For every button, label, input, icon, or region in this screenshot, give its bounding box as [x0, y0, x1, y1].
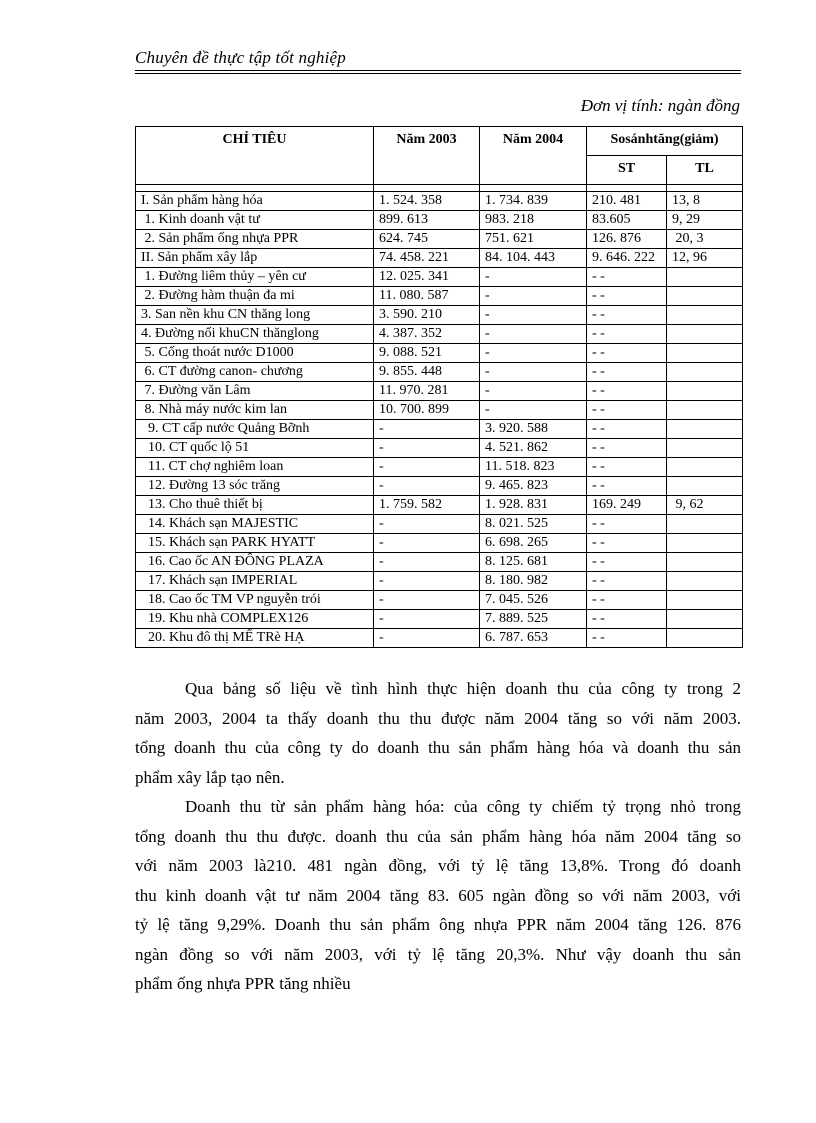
- spacer-row: [136, 185, 743, 192]
- value-st: 126. 876: [587, 230, 667, 249]
- value-2003: -: [374, 420, 480, 439]
- value-2004: 1. 734. 839: [480, 192, 587, 211]
- value-2003: 9. 088. 521: [374, 344, 480, 363]
- header-tl: TL: [667, 156, 743, 185]
- value-st: - -: [587, 287, 667, 306]
- value-tl: [667, 401, 743, 420]
- table-body: [136, 185, 743, 648]
- paragraph-line: thu kinh doanh vật tư năm 2004 tăng 83. 605 ngàn đồng so với năm 2003, với: [135, 885, 741, 905]
- revenue-table: [135, 126, 743, 648]
- value-st: - -: [587, 591, 667, 610]
- value-2004: 4. 521. 862: [480, 439, 587, 458]
- value-st: - -: [587, 458, 667, 477]
- value-tl: [667, 515, 743, 534]
- paragraph-line: ngàn đồng so với năm 2003, với tỷ lệ tăng 20,3%. Như vậy doanh thu sản: [135, 944, 741, 964]
- spacer-cell: [480, 185, 587, 192]
- table-row: [136, 382, 743, 401]
- table-row: [136, 249, 743, 268]
- value-st: - -: [587, 344, 667, 363]
- value-2003: -: [374, 477, 480, 496]
- table-row: [136, 515, 743, 534]
- table-row: [136, 363, 743, 382]
- value-2004: -: [480, 287, 587, 306]
- value-tl: [667, 325, 743, 344]
- row-label: 5. Cống thoát nước D1000: [136, 344, 374, 363]
- row-label: 19. Khu nhà COMPLEX126: [136, 610, 374, 629]
- paragraph-line: với năm 2003 là210. 481 ngàn đồng, với tỷ lệ tăng 13,8%. Trong đó doanh: [135, 856, 741, 875]
- value-2003: 9. 855. 448: [374, 363, 480, 382]
- value-2004: 1. 928. 831: [480, 496, 587, 515]
- value-2003: -: [374, 572, 480, 591]
- paragraph-line: phẩm ống nhựa PPR tăng nhiều: [135, 974, 351, 993]
- value-2004: 6. 787. 653: [480, 629, 587, 648]
- value-2003: 11. 080. 587: [374, 287, 480, 306]
- value-tl: [667, 629, 743, 648]
- value-2003: -: [374, 515, 480, 534]
- row-label: 3. San nền khu CN thăng long: [136, 306, 374, 325]
- value-2004: 7. 045. 526: [480, 591, 587, 610]
- value-tl: [667, 610, 743, 629]
- table-row: [136, 344, 743, 363]
- value-st: 9. 646. 222: [587, 249, 667, 268]
- row-label: 14. Khách sạn MAJESTIC: [136, 515, 374, 534]
- value-2003: 12. 025. 341: [374, 268, 480, 287]
- table-row: [136, 534, 743, 553]
- value-2004: 11. 518. 823: [480, 458, 587, 477]
- value-2004: -: [480, 363, 587, 382]
- table-row: [136, 268, 743, 287]
- value-2003: -: [374, 629, 480, 648]
- value-2003: -: [374, 610, 480, 629]
- paragraph-line: phẩm xây lắp tạo nên.: [135, 767, 285, 787]
- value-2004: 8. 125. 681: [480, 553, 587, 572]
- value-st: - -: [587, 382, 667, 401]
- value-st: - -: [587, 629, 667, 648]
- value-2004: 8. 180. 982: [480, 572, 587, 591]
- value-2003: 899. 613: [374, 211, 480, 230]
- value-2003: 624. 745: [374, 230, 480, 249]
- table-row: [136, 477, 743, 496]
- header-rule-bottom: [135, 73, 741, 74]
- value-2004: -: [480, 382, 587, 401]
- value-st: - -: [587, 553, 667, 572]
- value-2004: -: [480, 306, 587, 325]
- value-tl: [667, 268, 743, 287]
- paragraph-2: [135, 792, 741, 999]
- row-label: II. Sản phẩm xây lắp: [136, 249, 374, 268]
- value-2003: -: [374, 458, 480, 477]
- value-tl: [667, 553, 743, 572]
- value-2003: 4. 387. 352: [374, 325, 480, 344]
- row-label: 11. CT chợ nghiêm loan: [136, 458, 374, 477]
- value-2004: 983. 218: [480, 211, 587, 230]
- header-comparison: Sosánhtăng(giảm): [587, 127, 743, 156]
- value-tl: [667, 420, 743, 439]
- header-title: Chuyên đề thực tập tốt nghiệp: [135, 48, 347, 67]
- table-row: [136, 211, 743, 230]
- row-label: 15. Khách sạn PARK HYATT: [136, 534, 374, 553]
- unit-label: Đơn vị tính: ngàn đồng: [580, 96, 740, 115]
- row-label: 17. Khách sạn IMPERIAL: [136, 572, 374, 591]
- header-year-2003: Năm 2003: [374, 127, 480, 185]
- value-tl: 20, 3: [667, 230, 743, 249]
- value-st: 210. 481: [587, 192, 667, 211]
- row-label: 8. Nhà máy nước kim lan: [136, 401, 374, 420]
- value-2003: 1. 759. 582: [374, 496, 480, 515]
- value-2004: 3. 920. 588: [480, 420, 587, 439]
- table-row: [136, 325, 743, 344]
- row-label: 1. Kinh doanh vật tư: [136, 211, 374, 230]
- row-label: 10. CT quốc lộ 51: [136, 439, 374, 458]
- row-label: 6. CT đường canon- chương: [136, 363, 374, 382]
- table-row: [136, 458, 743, 477]
- table-row: [136, 591, 743, 610]
- spacer-cell: [374, 185, 480, 192]
- row-label: 16. Cao ốc AN ĐÔNG PLAZA: [136, 553, 374, 572]
- paragraph-line: tổng doanh thu thu được. doanh thu của sản phẩm hàng hóa năm 2004 tăng so: [135, 826, 741, 846]
- value-2003: 74. 458. 221: [374, 249, 480, 268]
- value-st: - -: [587, 268, 667, 287]
- header-year-2004: Năm 2004: [480, 127, 587, 185]
- header-st: ST: [587, 156, 667, 185]
- value-tl: [667, 439, 743, 458]
- value-tl: [667, 458, 743, 477]
- value-tl: 13, 8: [667, 192, 743, 211]
- value-st: - -: [587, 610, 667, 629]
- value-tl: [667, 534, 743, 553]
- value-tl: [667, 572, 743, 591]
- value-st: 83.605: [587, 211, 667, 230]
- paragraph-1: [135, 674, 741, 792]
- paragraph-line: tổng doanh thu của công ty do doanh thu sản phẩm hàng hóa và doanh thu sản: [135, 738, 741, 757]
- value-tl: 9, 29: [667, 211, 743, 230]
- value-2004: 7. 889. 525: [480, 610, 587, 629]
- value-2003: -: [374, 591, 480, 610]
- header-chi-tieu: CHỈ TIÊU: [136, 127, 374, 185]
- value-st: - -: [587, 420, 667, 439]
- value-st: - -: [587, 572, 667, 591]
- row-label: 2. Sản phẩm ống nhựa PPR: [136, 230, 374, 249]
- paragraph-line: tỷ lệ tăng 9,29%. Doanh thu sản phẩm ông nhựa PPR năm 2004 tăng 126. 876: [135, 915, 741, 934]
- value-st: - -: [587, 401, 667, 420]
- value-2004: -: [480, 325, 587, 344]
- value-st: - -: [587, 363, 667, 382]
- row-label: 9. CT cấp nước Quảng Bỡnh: [136, 420, 374, 439]
- value-st: - -: [587, 534, 667, 553]
- row-label: 4. Đường nối khuCN thănglong: [136, 325, 374, 344]
- value-2004: 8. 021. 525: [480, 515, 587, 534]
- value-2003: -: [374, 439, 480, 458]
- table-row: [136, 306, 743, 325]
- row-label: 7. Đường văn Lâm: [136, 382, 374, 401]
- value-2004: -: [480, 401, 587, 420]
- value-2003: 10. 700. 899: [374, 401, 480, 420]
- value-2004: -: [480, 268, 587, 287]
- value-st: - -: [587, 515, 667, 534]
- spacer-cell: [667, 185, 743, 192]
- table-row: [136, 439, 743, 458]
- value-tl: [667, 306, 743, 325]
- value-2004: -: [480, 344, 587, 363]
- header-rule-top: [135, 70, 741, 71]
- value-2003: -: [374, 553, 480, 572]
- row-label: 20. Khu đô thị MẾ TRè HẠ: [136, 629, 374, 648]
- table-row: [136, 287, 743, 306]
- row-label: 13. Cho thuê thiết bị: [136, 496, 374, 515]
- value-tl: [667, 287, 743, 306]
- value-tl: [667, 382, 743, 401]
- value-2003: 3. 590. 210: [374, 306, 480, 325]
- row-label: 1. Đường liêm thủy – yên cư: [136, 268, 374, 287]
- table-row: [136, 420, 743, 439]
- table-row: [136, 496, 743, 515]
- row-label: 12. Đường 13 sóc trăng: [136, 477, 374, 496]
- value-tl: [667, 363, 743, 382]
- table-row: [136, 401, 743, 420]
- value-st: 169. 249: [587, 496, 667, 515]
- table-row: [136, 572, 743, 591]
- spacer-cell: [136, 185, 374, 192]
- row-label: I. Sản phẩm hàng hóa: [136, 192, 374, 211]
- paragraph-line: Qua bảng số liệu về tình hình thực hiện doanh thu của công ty trong 2: [185, 679, 741, 698]
- value-tl: [667, 344, 743, 363]
- paragraph-line: năm 2003, 2004 ta thấy doanh thu thu được năm 2004 tăng so với năm 2003.: [135, 708, 741, 728]
- value-2003: -: [374, 534, 480, 553]
- spacer-cell: [587, 185, 667, 192]
- value-2004: 6. 698. 265: [480, 534, 587, 553]
- value-2004: 751. 621: [480, 230, 587, 249]
- value-2004: 84. 104. 443: [480, 249, 587, 268]
- value-2003: 11. 970. 281: [374, 382, 480, 401]
- value-tl: [667, 591, 743, 610]
- value-st: - -: [587, 477, 667, 496]
- value-tl: [667, 477, 743, 496]
- table-row: [136, 610, 743, 629]
- value-tl: 12, 96: [667, 249, 743, 268]
- table-row: [136, 553, 743, 572]
- value-st: - -: [587, 306, 667, 325]
- value-st: - -: [587, 325, 667, 344]
- row-label: 2. Đường hàm thuận đa mi: [136, 287, 374, 306]
- table-row: [136, 629, 743, 648]
- table-row: [136, 230, 743, 249]
- value-st: - -: [587, 439, 667, 458]
- page-header: [135, 48, 741, 68]
- row-label: 18. Cao ốc TM VP nguyễn trói: [136, 591, 374, 610]
- value-tl: 9, 62: [667, 496, 743, 515]
- value-2003: 1. 524. 358: [374, 192, 480, 211]
- paragraph-line: Doanh thu từ sản phẩm hàng hóa: của công ty chiếm tỷ trọng nhỏ trong: [185, 797, 741, 816]
- value-2004: 9. 465. 823: [480, 477, 587, 496]
- table-row: [136, 192, 743, 211]
